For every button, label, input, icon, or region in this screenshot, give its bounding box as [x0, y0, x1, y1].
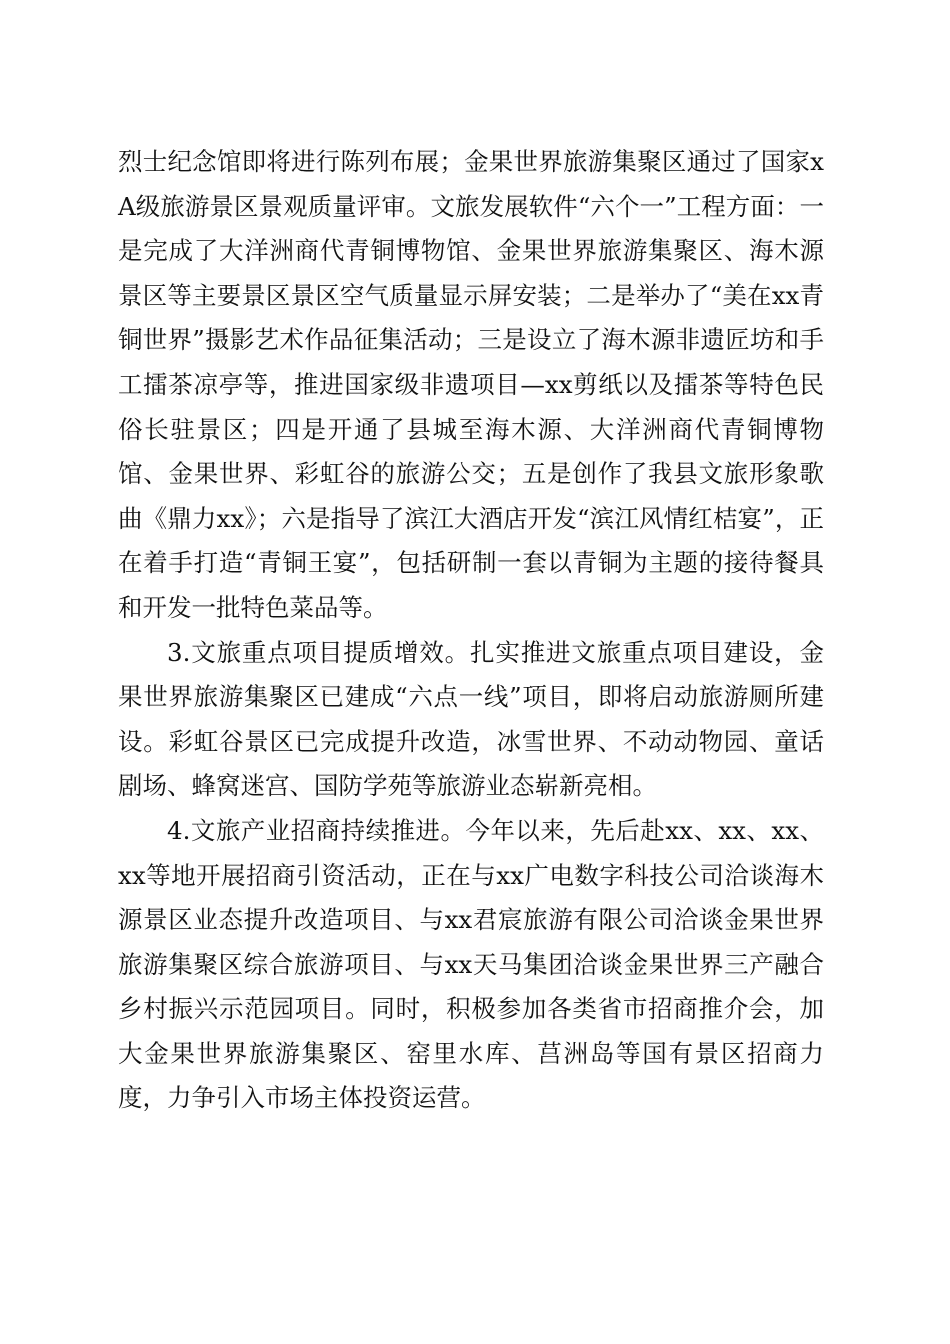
- body-text: [118, 140, 824, 1121]
- paragraph-continuation: 烈士纪念馆即将进行陈列布展；金果世界旅游集聚区通过了国家xA级旅游景区景观质量评审。文旅发展软件“六个一”工程方面：一是完成了大洋洲商代青铜博物馆、金果世界旅游集聚区、海木源景区等主要景区景区空气质量显示屏安装；二是举办了“美在xx青铜世界”摄影艺术作品征集活动；三是设立了海木源非遗匠坊和手工擂茶凉亭等，推进国家级非遗项目—xx剪纸以及擂茶等特色民俗长驻景区；四是开通了县城至海木源、大洋洲商代青铜博物馆、金果世界、彩虹谷的旅游公交；五是创作了我县文旅形象歌曲《鼎力xx》；六是指导了滨江大酒店开发“滨江风情红桔宴”，正在着手打造“青铜王宴”，包括研制一套以青铜为主题的接待餐具和开发一批特色菜品等。: [118, 147, 824, 622]
- paragraph-investment: 4.文旅产业招商持续推进。今年以来，先后赴xx、xx、xx、xx等地开展招商引资活动，正在与xx广电数字科技公司洽谈海木源景区业态提升改造项目、与xx君宸旅游有限公司洽谈金果世界旅游集聚区综合旅游项目、与xx天马集团洽谈金果世界三产融合乡村振兴示范园项目。同时，积极参加各类省市招商推介会，加大金果世界旅游集聚区、窑里水库、莒洲岛等国有景区招商力度，力争引入市场主体投资运营。: [118, 815, 824, 1113]
- paragraph-key-projects: 3.文旅重点项目提质增效。扎实推进文旅重点项目建设，金果世界旅游集聚区已建成“六点一线”项目，即将启动旅游厕所建设。彩虹谷景区已完成提升改造，冰雪世界、不动动物园、童话剧场、蜂窝迷宫、国防学苑等旅游业态崭新亮相。: [118, 637, 824, 801]
